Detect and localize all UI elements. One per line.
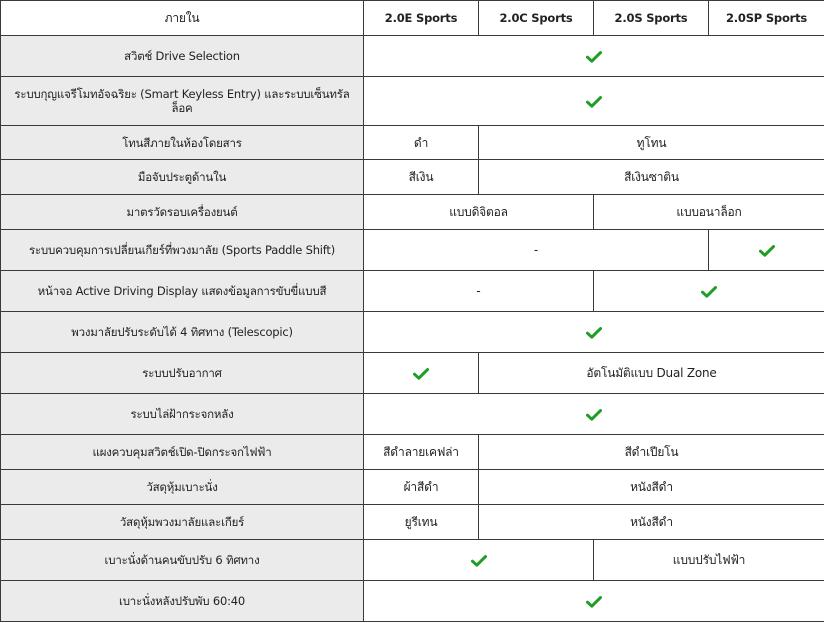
value-cell: ทูโทน (479, 126, 824, 160)
check-cell (364, 353, 479, 394)
spec-row (1, 505, 824, 540)
feature-label: ระบบปรับอากาศ (1, 353, 364, 394)
check-cell (364, 394, 824, 435)
check-cell (364, 312, 824, 353)
value-cell: แบบอนาล็อก (594, 195, 824, 230)
check-cell (364, 540, 594, 581)
feature-label: ระบบควบคุมการเปลี่ยนเกียร์ที่พวงมาลัย (Sports Paddle Shift) (1, 230, 364, 271)
value-cell: ดำ (364, 126, 479, 160)
feature-label: แผงควบคุมสวิตช์เปิด-ปิดกระจกไฟฟ้า (1, 435, 364, 470)
feature-label: วัสดุหุ้มเบาะนั่ง (1, 470, 364, 505)
check-icon (586, 409, 602, 421)
feature-label: วัสดุหุ้มพวงมาลัยและเกียร์ (1, 505, 364, 540)
spec-row (1, 36, 824, 77)
spec-row (1, 77, 824, 126)
value-cell: แบบปรับไฟฟ้า (594, 540, 824, 581)
value-cell: สีดำลายเคฟล่า (364, 435, 479, 470)
value-cell: สีดำเปียโน (479, 435, 824, 470)
value-cell: ยูรีเทน (364, 505, 479, 540)
value-cell: - (364, 230, 709, 271)
spec-row (1, 312, 824, 353)
feature-label: มาตรวัดรอบเครื่องยนต์ (1, 195, 364, 230)
check-icon (586, 51, 602, 63)
spec-row (1, 581, 824, 622)
model-header-2-0c-sports: 2.0C Sports (479, 1, 594, 36)
check-icon (413, 368, 429, 380)
check-icon (586, 327, 602, 339)
feature-label: หน้าจอ Active Driving Display แสดงข้อมูลการขับขี่แบบสี (1, 271, 364, 312)
feature-label: เบาะนั่งหลังปรับพับ 60:40 (1, 581, 364, 622)
check-cell (594, 271, 824, 312)
spec-row (1, 126, 824, 160)
value-cell: แบบดิจิตอล (364, 195, 594, 230)
feature-label: สวิตช์ Drive Selection (1, 36, 364, 77)
value-cell: หนังสีดำ (479, 470, 824, 505)
model-header-2-0s-sports: 2.0S Sports (594, 1, 709, 36)
spec-row (1, 540, 824, 581)
feature-label: ระบบไล่ฝ้ากระจกหลัง (1, 394, 364, 435)
feature-label: มือจับประตูด้านใน (1, 160, 364, 195)
check-cell (709, 230, 824, 271)
spec-row (1, 195, 824, 230)
spec-row (1, 230, 824, 271)
spec-row (1, 470, 824, 505)
value-cell: ผ้าสีดำ (364, 470, 479, 505)
spec-row (1, 271, 824, 312)
feature-label: พวงมาลัยปรับระดับได้ 4 ทิศทาง (Telescopic) (1, 312, 364, 353)
check-cell (364, 77, 824, 126)
feature-column-header: ภายใน (1, 1, 364, 36)
value-cell: หนังสีดำ (479, 505, 824, 540)
check-icon (586, 596, 602, 608)
spec-body (1, 36, 824, 622)
value-cell: สีเงินซาติน (479, 160, 824, 195)
spec-row (1, 353, 824, 394)
header-row (1, 1, 824, 36)
check-icon (471, 555, 487, 567)
feature-label: โทนสีภายในห้องโดยสาร (1, 126, 364, 160)
check-cell (364, 581, 824, 622)
check-icon (701, 286, 717, 298)
value-cell: - (364, 271, 594, 312)
value-cell: อัตโนมัติแบบ Dual Zone (479, 353, 824, 394)
model-header-2-0e-sports: 2.0E Sports (364, 1, 479, 36)
check-cell (364, 36, 824, 77)
value-cell: สีเงิน (364, 160, 479, 195)
spec-row (1, 435, 824, 470)
spec-row (1, 394, 824, 435)
spec-row (1, 160, 824, 195)
check-icon (586, 96, 602, 108)
feature-label: ระบบกุญแจรีโมทอัจฉริยะ (Smart Keyless Entry) และระบบเซ็นทรัลล็อค (1, 77, 364, 126)
feature-label: เบาะนั่งด้านคนขับปรับ 6 ทิศทาง (1, 540, 364, 581)
check-icon (759, 245, 775, 257)
model-header-2-0sp-sports: 2.0SP Sports (709, 1, 824, 36)
